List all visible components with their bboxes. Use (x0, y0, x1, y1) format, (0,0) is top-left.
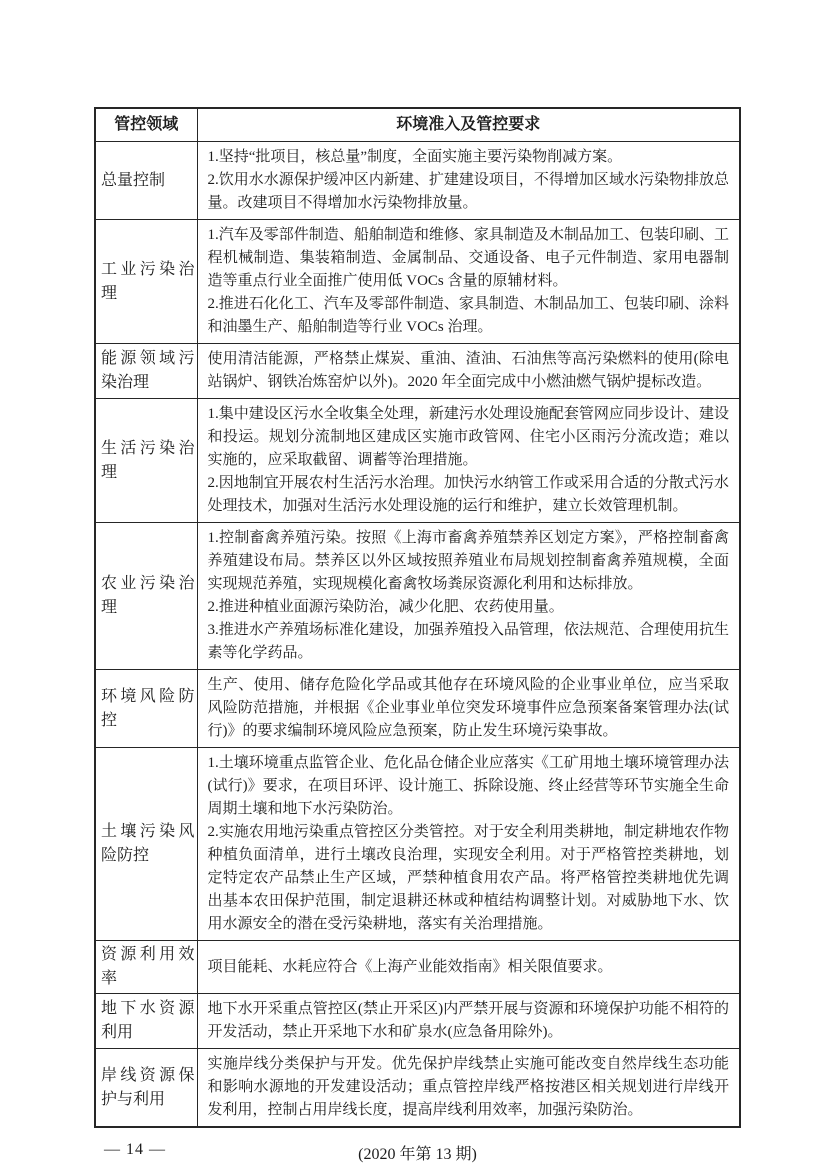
table-row-groundwater-resource (95, 994, 740, 1049)
row-label: 资源利用效率 (95, 941, 197, 994)
table-row-soil-pollution-risk (95, 748, 740, 941)
row-content (197, 941, 740, 994)
paragraph: 2.实施农用地污染重点管控区分类管控。对于安全利用类耕地，制定耕地农作物种植负面清单，进行土壤改良治理，实现安全利用。对于严格管控类耕地，划定特定农产品禁止生产区域，严禁种植食用农产品。将严格管控类耕地优先调出基本农田保护范围，制定退耕还林或种植结构调整计划。对威胁地下水、饮用水源安全的潜在受污染耕地，落实有关治理措施。 (207, 824, 729, 932)
row-content (197, 1049, 740, 1128)
row-content (197, 142, 740, 220)
row-content (197, 220, 740, 344)
table-row-domestic-pollution (95, 399, 740, 523)
paragraph: 使用清洁能源，严格禁止煤炭、重油、渣油、石油焦等高污染燃料的使用(除电站锅炉、钢铁冶炼窑炉以外)。2020 年全面完成中小燃油燃气锅炉提标改造。 (207, 351, 729, 390)
row-label: 环境风险防控 (95, 670, 197, 748)
paragraph: 1.汽车及零部件制造、船舶制造和维修、家具制造及木制品加工、包装印刷、工程机械制造、集装箱制造、金属制品、交通设备、电子元件制造、家用电器制造等重点行业全面推广使用低 VOCs 含量的原辅材料。 (207, 227, 729, 289)
paragraph: 地下水开采重点管控区(禁止开采区)内严禁开展与资源和环境保护功能不相符的开发活动，禁止开采地下水和矿泉水(应急备用除外)。 (207, 1001, 729, 1040)
row-label: 岸线资源保护与利用 (95, 1049, 197, 1128)
regulation-table (94, 107, 741, 1128)
page-footer (94, 1141, 741, 1163)
paragraph: 2.推进石化化工、汽车及零部件制造、家具制造、木制品加工、包装印刷、涂料和油墨生产、船舶制造等行业 VOCs 治理。 (207, 296, 729, 335)
table-header-row (95, 108, 740, 142)
paragraph: 生产、使用、储存危险化学品或其他存在环境风险的企业事业单位，应当采取风险防范措施，并根据《企业事业单位突发环境事件应急预案备案管理办法(试行)》的要求编制环境风险应急预案，防止发生环境污染事故。 (207, 677, 729, 739)
row-label: 总量控制 (95, 142, 197, 220)
header-control-area: 管控领域 (95, 108, 197, 142)
paragraph: 3.推进水产养殖场标准化建设，加强养殖投入品管理，依法规范、合理使用抗生素等化学药品。 (207, 622, 729, 661)
paragraph: 2.饮用水水源保护缓冲区内新建、扩建建设项目，不得增加区域水污染物排放总量。改建项目不得增加水污染物排放量。 (207, 172, 729, 211)
row-label: 能源领域污染治理 (95, 344, 197, 399)
table-row-resource-efficiency (95, 941, 740, 994)
table-row-shoreline-resource (95, 1049, 740, 1128)
row-content (197, 344, 740, 399)
table-row-industrial-pollution (95, 220, 740, 344)
paragraph: 实施岸线分类保护与开发。优先保护岸线禁止实施可能改变自然岸线生态功能和影响水源地的开发建设活动；重点管控岸线严格按港区相关规划进行岸线开发利用，控制占用岸线长度，提高岸线利用效率，加强污染防治。 (207, 1056, 729, 1118)
row-label: 农业污染治理 (95, 523, 197, 670)
table-row-energy-pollution (95, 344, 740, 399)
row-content (197, 399, 740, 523)
paragraph: 1.土壤环境重点监管企业、危化品仓储企业应落实《工矿用地土壤环境管理办法(试行)》要求，在项目环评、设计施工、拆除设施、终止经营等环节实施全生命周期土壤和地下水污染防治。 (207, 755, 729, 817)
page-number: — 14 — (104, 1141, 166, 1158)
row-label: 土壤污染风险防控 (95, 748, 197, 941)
row-content (197, 523, 740, 670)
issue-label: (2020 年第 13 期) (358, 1146, 477, 1163)
row-content (197, 670, 740, 748)
paragraph: 1.坚持“批项目，核总量”制度，全面实施主要污染物削减方案。 (207, 149, 623, 165)
paragraph: 2.推进种植业面源污染防治，减少化肥、农药使用量。 (207, 599, 564, 615)
table-row-agricultural-pollution (95, 523, 740, 670)
table-row-environmental-risk (95, 670, 740, 748)
row-content (197, 994, 740, 1049)
paragraph: 项目能耗、水耗应符合《上海产业能效指南》相关限值要求。 (207, 958, 613, 975)
row-label: 生活污染治理 (95, 399, 197, 523)
paragraph: 1.控制畜禽养殖污染。按照《上海市畜禽养殖禁养区划定方案》，严格控制畜禽养殖建设布局。禁养区以外区域按照养殖业布局规划控制畜禽养殖规模，全面实现规范养殖，实现规模化畜禽牧场粪尿资源化利用和达标排放。 (207, 530, 729, 592)
header-requirements: 环境准入及管控要求 (197, 108, 740, 142)
row-label: 工业污染治理 (95, 220, 197, 344)
table-row-total-quantity-control (95, 142, 740, 220)
row-label: 地下水资源利用 (95, 994, 197, 1049)
paragraph: 1.集中建设区污水全收集全处理，新建污水处理设施配套管网应同步设计、建设和投运。规划分流制地区建成区实施市政管网、住宅小区雨污分流改造；难以实施的，应采取截留、调蓄等治理措施。 (207, 406, 729, 468)
row-content (197, 748, 740, 941)
paragraph: 2.因地制宜开展农村生活污水治理。加快污水纳管工作或采用合适的分散式污水处理技术，加强对生活污水处理设施的运行和维护，建立长效管理机制。 (207, 475, 729, 514)
